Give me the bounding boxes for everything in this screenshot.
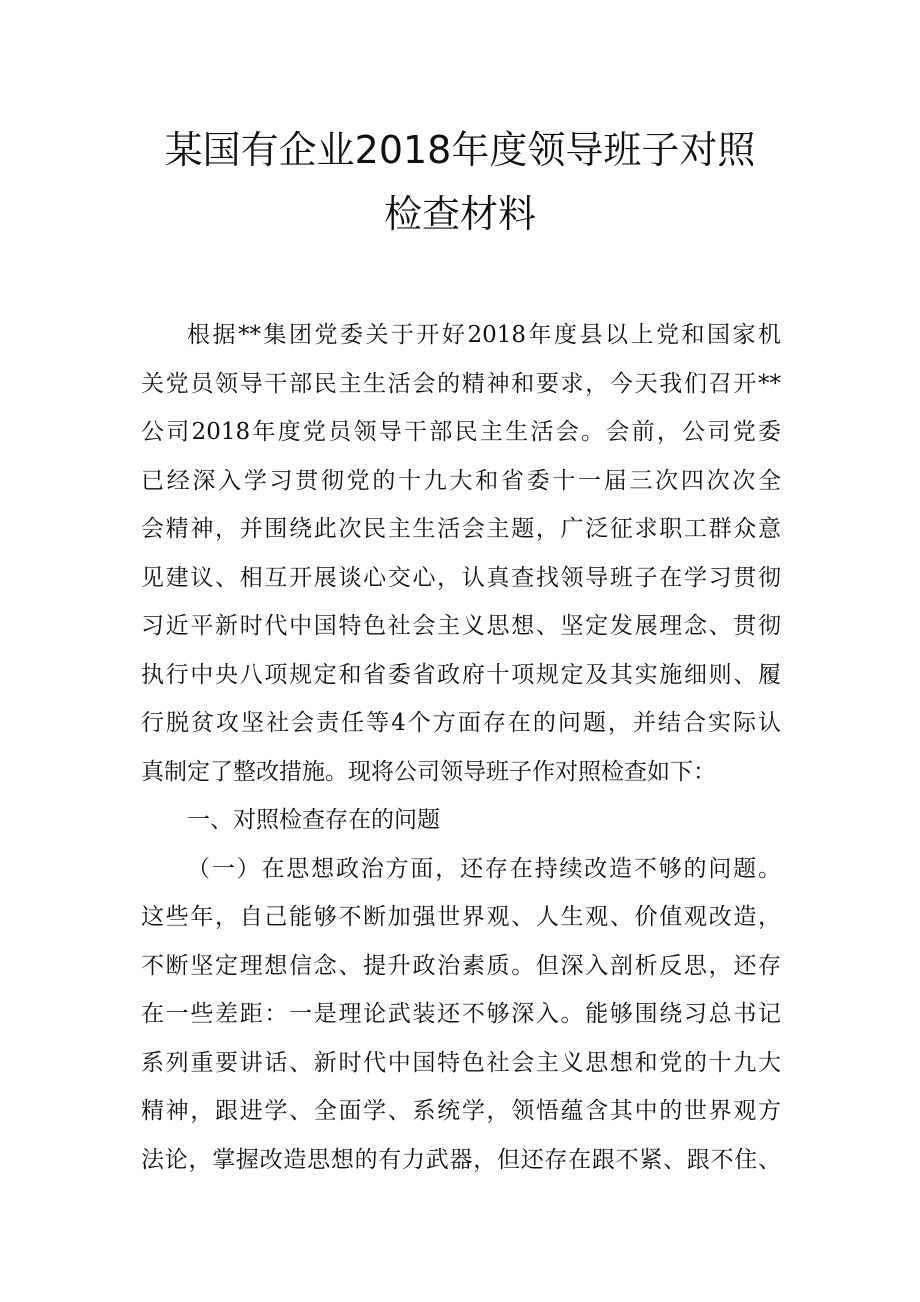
paragraph-line: 习近平新时代中国特色社会主义思想、坚定发展理念、贯彻: [141, 613, 781, 639]
document-body: [141, 311, 781, 1184]
section-heading: 一、对照检查存在的问题: [187, 807, 440, 833]
paragraph-line: 真制定了整改措施。现将公司领导班子作对照检查如下：: [141, 758, 716, 785]
title-line-2: 检查材料: [383, 192, 536, 236]
paragraph-line: 系列重要讲话、新时代中国特色社会主义思想和党的十九大: [141, 1049, 781, 1076]
paragraph-line: 法论，掌握改造思想的有力武器，但还存在跟不紧、跟不住、: [141, 1146, 781, 1173]
paragraph-line: 会精神，并围绕此次民主生活会主题，广泛征求职工群众意: [141, 516, 781, 542]
paragraph-line: 在一些差距：一是理论武装还不够深入。能够围绕习总书记: [141, 1001, 781, 1027]
title-line-1: 某国有企业2018年度领导班子对照: [164, 128, 756, 172]
subsection-heading: （一）在思想政治方面，还存在持续改造不够的问题。: [187, 855, 781, 882]
paragraph-line: 行脱贫攻坚社会责任等4个方面存在的问题，并结合实际认: [141, 710, 781, 736]
paragraph-line: 关党员领导干部民主生活会的精神和要求，今天我们召开**: [141, 370, 781, 397]
paragraph-line: 执行中央八项规定和省委省政府十项规定及其实施细则、履: [141, 661, 781, 688]
paragraph-line: 已经深入学习贯彻党的十九大和省委十一届三次四次次全: [141, 467, 781, 494]
paragraph-line: 公司2018年度党员领导干部民主生活会。会前，公司党委: [141, 419, 781, 445]
paragraph-line: 这些年，自己能够不断加强世界观、人生观、价值观改造，: [141, 904, 781, 930]
paragraph-line: 根据**集团党委关于开好2018年度县以上党和国家机: [187, 322, 781, 348]
paragraph-line: 不断坚定理想信念、提升政治素质。但深入剖析反思，还存: [141, 952, 781, 979]
document-title: [0, 118, 920, 246]
paragraph-line: 见建议、相互开展谈心交心，认真查找领导班子在学习贯彻: [141, 564, 781, 591]
paragraph-line: 精神，跟进学、全面学、系统学，领悟蕴含其中的世界观方: [141, 1098, 781, 1124]
